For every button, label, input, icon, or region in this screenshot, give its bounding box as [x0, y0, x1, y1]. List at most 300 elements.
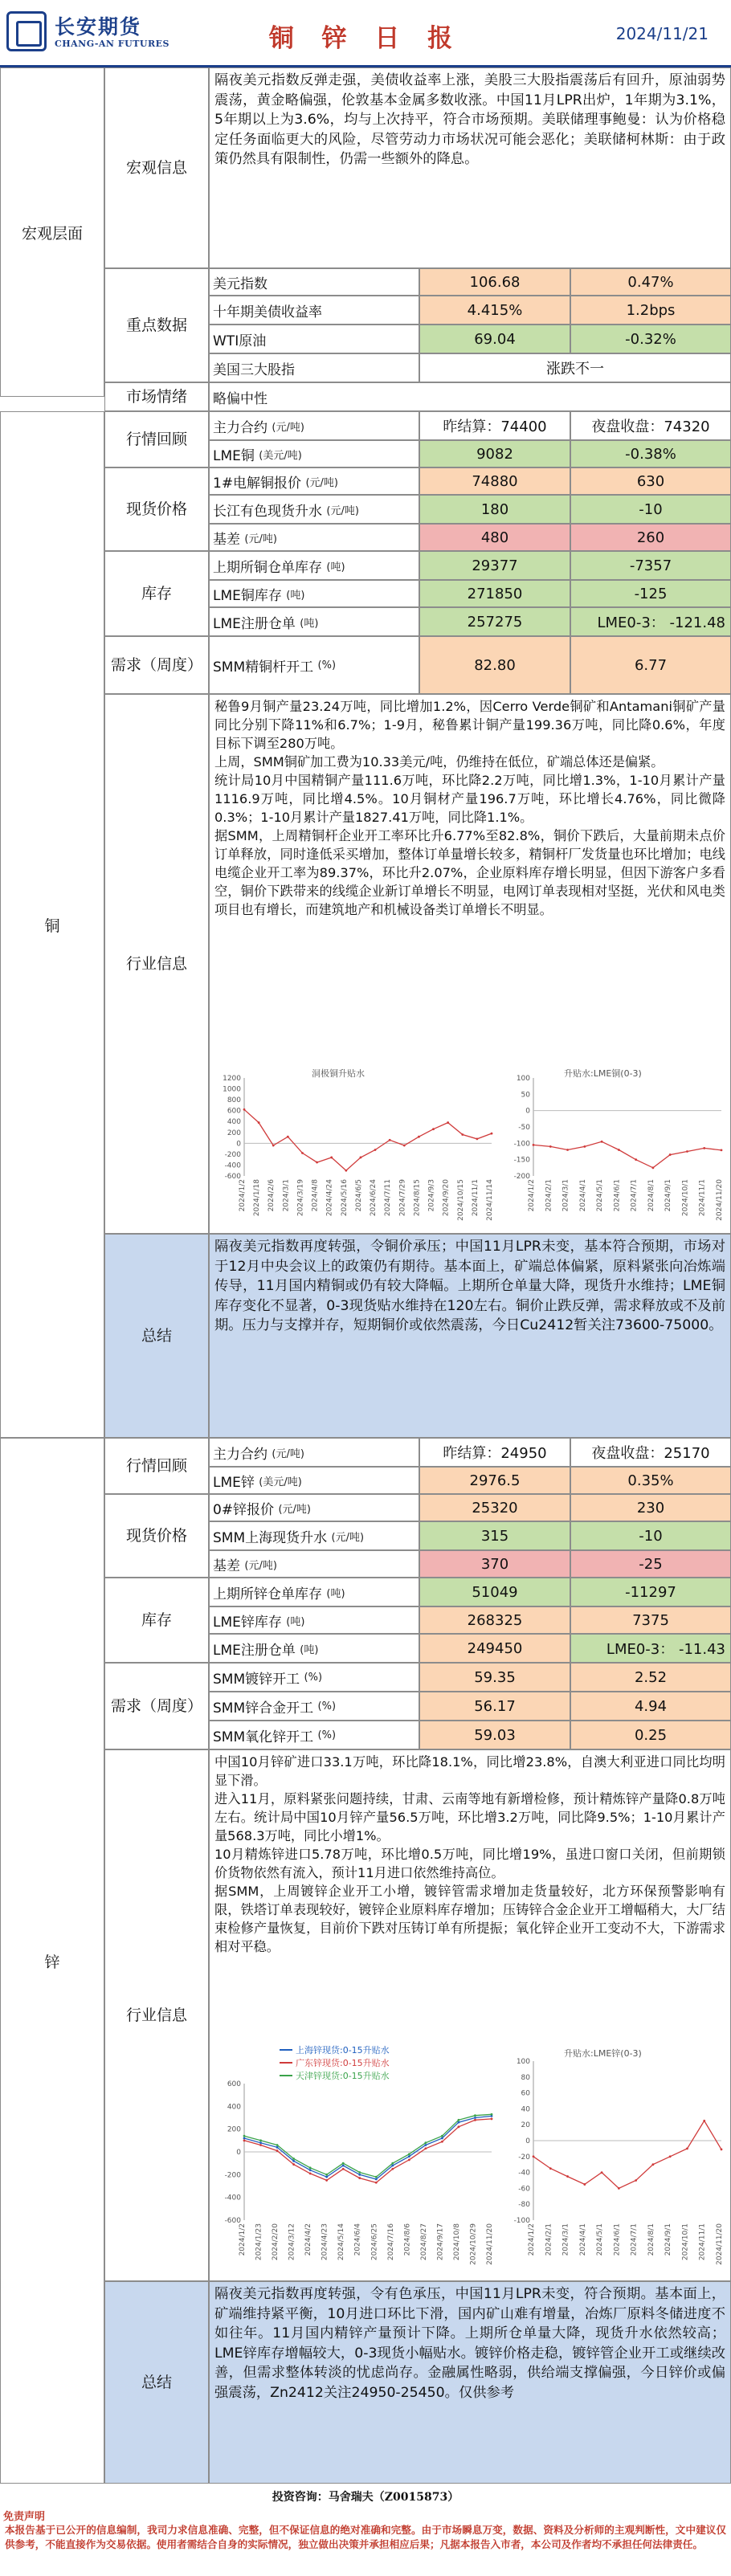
data-point — [301, 1152, 304, 1154]
key-row-name: 美国三大股指 — [209, 353, 419, 382]
x-tick-label: 2024/4/8 — [311, 1179, 320, 1212]
logo-mark-icon — [6, 11, 47, 51]
x-tick-label: 2024/11/20 — [716, 2223, 724, 2265]
key-row-change: -0.32% — [570, 325, 731, 353]
data-point — [635, 2179, 637, 2182]
zinc-stock-change: -11297 — [570, 1578, 731, 1606]
data-point — [458, 2119, 460, 2121]
copper-chart-2-title: 升贴水:LME铜(0-3) — [564, 1068, 642, 1079]
y-tick-label: 1200 — [223, 1075, 241, 1083]
data-point — [652, 2163, 655, 2166]
zinc-stock-name: LME注册仓单 (吨) — [209, 1634, 419, 1663]
x-tick-label: 2024/7/1 — [630, 2223, 639, 2256]
data-point — [703, 1147, 705, 1149]
x-tick-label: 2024/9/3 — [427, 1179, 436, 1212]
data-point — [375, 2182, 378, 2184]
x-tick-label: 2024/6/4 — [353, 2223, 362, 2256]
report-header — [0, 0, 731, 67]
zinc-demand-name: SMM镀锌开工 (%) — [209, 1663, 419, 1692]
zinc-chart-1-legend — [280, 2043, 390, 2082]
zinc-demand-value: 59.03 — [419, 1721, 570, 1749]
y-tick-label: 400 — [227, 2103, 241, 2112]
logo-cn: 长安期货 — [55, 15, 142, 39]
y-tick-label: -60 — [518, 2185, 530, 2194]
copper-stock-name: 上期所铜仓单库存 (吨) — [209, 551, 419, 580]
y-tick-label: -600 — [224, 2217, 241, 2225]
data-point — [309, 2173, 312, 2175]
x-tick-label: 2024/1/18 — [253, 1179, 262, 1217]
x-tick-label: 2024/1/2 — [528, 1179, 536, 1212]
copper-summary-label: 总结 — [104, 1234, 209, 1438]
series-line — [244, 2114, 492, 2177]
data-point — [418, 1136, 420, 1138]
copper-basis-value: 480 — [419, 524, 570, 551]
data-point — [491, 1133, 493, 1135]
data-point — [703, 2120, 705, 2122]
zinc-demand-value: 59.35 — [419, 1663, 570, 1692]
copper-spot-name: 长江有色现货升水 (元/吨) — [209, 495, 419, 524]
x-tick-label: 2024/2/1 — [545, 1179, 553, 1212]
data-point — [391, 2168, 394, 2170]
data-point — [424, 2141, 427, 2144]
x-tick-label: 2024/4/2 — [304, 2223, 313, 2256]
data-point — [618, 2187, 620, 2190]
copper-stock-value: 271850 — [419, 580, 570, 607]
data-point — [549, 1145, 552, 1148]
copper-demand-change: 6.77 — [570, 636, 731, 694]
copper-stock-value: 29377 — [419, 551, 570, 580]
x-tick-label: 2024/4/23 — [321, 2223, 329, 2261]
y-tick-label: 600 — [227, 1107, 241, 1116]
data-point — [325, 2179, 328, 2182]
data-point — [259, 2141, 262, 2144]
data-point — [491, 2118, 493, 2121]
data-point — [375, 2178, 378, 2181]
logo-en: CHANG-AN FUTURES — [55, 39, 169, 49]
data-point — [458, 2125, 460, 2128]
zinc-chart-2 — [508, 2037, 726, 2276]
data-point — [258, 1121, 260, 1124]
x-tick-label: 2024/3/1 — [562, 2223, 570, 2256]
macro-info-label: 宏观信息 — [104, 67, 209, 268]
data-point — [432, 1128, 435, 1130]
x-tick-label: 2024/5/1 — [596, 1179, 605, 1212]
y-tick-label: 400 — [227, 1118, 241, 1127]
x-tick-label: 2024/10/29 — [469, 2223, 478, 2265]
data-point — [375, 2176, 378, 2178]
data-point — [441, 2137, 443, 2140]
data-point — [330, 1157, 333, 1159]
zinc-chart-2-title: 升贴水:LME锌(0-3) — [564, 2048, 642, 2059]
zinc-demand-change: 4.94 — [570, 1692, 731, 1721]
data-point — [618, 1149, 620, 1151]
x-tick-label: 2024/9/20 — [442, 1179, 451, 1217]
key-row-change: 1.2bps — [570, 296, 731, 325]
report-date: 2024/11/21 — [615, 24, 709, 43]
y-tick-label: 50 — [521, 1091, 530, 1100]
zinc-summary-label: 总结 — [104, 2281, 209, 2484]
zinc-lme-price: 2976.5 — [419, 1467, 570, 1494]
data-point — [276, 2149, 279, 2152]
copper-spot-value: 180 — [419, 495, 570, 524]
data-point — [287, 1136, 289, 1138]
zinc-lme-spread: LME0-3： -11.43 — [570, 1634, 731, 1663]
data-point — [358, 2177, 361, 2179]
y-tick-label: -400 — [224, 2194, 241, 2202]
data-point — [389, 1139, 391, 1141]
x-tick-label: 2024/10/8 — [452, 2223, 461, 2261]
zinc-demand-change: 0.25 — [570, 1721, 731, 1749]
data-point — [408, 2155, 410, 2158]
x-tick-label: 2024/9/17 — [436, 2223, 445, 2261]
data-point — [583, 1145, 586, 1148]
x-tick-label: 2024/3/19 — [296, 1179, 305, 1217]
data-point — [309, 2166, 312, 2169]
data-point — [391, 2165, 394, 2167]
copper-stock-name: LME铜库存 (吨) — [209, 580, 419, 607]
key-row-value: 106.68 — [419, 268, 570, 296]
copper-industry-para: 上周，SMM铜矿加工费为10.33美元/吨，仍维持在低位，矿端总体还是偏紧。 — [214, 754, 664, 770]
copper-demand-label: 需求（周度） — [104, 636, 209, 694]
x-tick-label: 2024/7/11 — [384, 1179, 393, 1217]
y-tick-label: -600 — [224, 1173, 241, 1181]
x-tick-label: 2024/2/20 — [272, 2223, 280, 2261]
zinc-spot-change: -10 — [570, 1521, 731, 1550]
data-point — [259, 2139, 262, 2141]
zinc-yesterday-settle: 昨结算：24950 — [419, 1438, 570, 1467]
key-row-name: 美元指数 — [209, 268, 419, 296]
copper-spot-name: 1#电解铜报价 (元/吨) — [209, 467, 419, 495]
data-point — [342, 2168, 345, 2170]
copper-basis-change: 260 — [570, 524, 731, 551]
x-tick-label: 2024/11/20 — [486, 2223, 494, 2265]
key-row-value: 4.415% — [419, 296, 570, 325]
x-tick-label: 2024/3/12 — [288, 2223, 296, 2261]
x-tick-label: 2024/7/1 — [630, 1179, 639, 1212]
x-tick-label: 2024/3/1 — [282, 1179, 291, 1212]
x-tick-label: 2024/8/27 — [419, 2223, 428, 2261]
data-point — [276, 2144, 279, 2146]
data-point — [635, 1158, 637, 1161]
y-tick-label: -400 — [224, 1161, 241, 1170]
y-tick-label: -200 — [224, 2171, 241, 2180]
x-tick-label: 2024/6/24 — [370, 1179, 378, 1217]
data-point — [403, 1145, 406, 1147]
x-tick-label: 2024/10/15 — [456, 1179, 465, 1221]
key-row-name: 十年期美债收益率 — [209, 296, 419, 325]
y-tick-label: 100 — [516, 2058, 530, 2066]
macro-info-text: 隔夜美元指数反弹走强，美债收益率上涨，美股三大股指震荡后有回升，原油弱势震荡，黄金略偏强，伦敦基本金属多数收涨。中国11月LPR出炉，1年期为3.1%，5年期以上为3.6%，均与上次持平，符合市场预期。美联储理事鲍曼：认为价格稳定任务面临更大的风险，尽管劳动力市场状况可能会恶化；美联储柯林斯：由于政策仍然具有限制性，仍需一些额外的降息。 — [209, 67, 731, 268]
x-tick-label: 2024/6/1 — [613, 2223, 622, 2256]
data-point — [325, 2174, 328, 2176]
x-tick-label: 2024/6/5 — [354, 1179, 363, 1212]
data-point — [243, 2137, 246, 2140]
data-point — [491, 2113, 493, 2116]
zinc-demand-change: 2.52 — [570, 1663, 731, 1692]
legend-item: 广东锌现货:0-15升贴水 — [280, 2056, 390, 2069]
data-point — [601, 2171, 603, 2174]
y-tick-label: 100 — [516, 1075, 530, 1083]
y-tick-label: -100 — [513, 1140, 530, 1149]
data-point — [276, 2146, 279, 2149]
series-line — [244, 1109, 492, 1170]
key-row-name: WTI原油 — [209, 325, 419, 353]
copper-yesterday-settle: 昨结算：74400 — [419, 411, 570, 440]
data-point — [549, 2167, 552, 2170]
data-point — [316, 1161, 318, 1164]
zinc-basis-value: 370 — [419, 1550, 570, 1578]
data-point — [583, 2183, 586, 2186]
data-point — [669, 2155, 672, 2158]
data-point — [458, 2121, 460, 2124]
x-tick-label: 2024/5/14 — [337, 2223, 346, 2261]
copper-industry-label: 行业信息 — [104, 694, 209, 1234]
zinc-stock-value: 51049 — [419, 1578, 570, 1606]
report-title: 铜 锌 日 报 — [268, 24, 463, 53]
copper-section-label: 铜 — [0, 411, 104, 1438]
data-point — [669, 1153, 672, 1156]
zinc-spot-change: 230 — [570, 1494, 731, 1521]
zinc-summary-text: 隔夜美元指数再度转强，令有色承压，中国11月LPR未变，符合预期。基本面上，矿端维持紧平衡，10月进口环比下滑，国内矿山难有增量，冶炼厂原料冬储进度不如往年。11月国内精锌产量预计下降。上期所仓单量大降，现货升水依然较高；LME锌库存增幅较大，0-3现货小幅贴水。镀锌价格走稳，镀锌管企业开工或继续改善，但需求整体转淡的忧虑尚存。金融属性略弱，供给端支撑偏强，今日锌价或偏强震荡，Zn2412关注24950-25450。仅供参考 — [209, 2281, 731, 2484]
data-point — [391, 2162, 394, 2165]
copper-stock-change: -7357 — [570, 551, 731, 580]
x-tick-label: 2024/8/15 — [413, 1179, 422, 1217]
x-tick-label: 2024/11/1 — [698, 2223, 707, 2261]
zinc-section-label: 锌 — [0, 1438, 104, 2484]
data-point — [566, 2175, 569, 2178]
macro-section-label: 宏观层面 — [0, 67, 104, 397]
y-tick-label: -150 — [513, 1156, 530, 1165]
zinc-lme-change: 0.35% — [570, 1467, 731, 1494]
data-point — [374, 1149, 377, 1151]
zinc-industry-para: 进入11月，原料紧张问题持续，甘肃、云南等地有新增检修，预计精炼锌产量降0.8万吨左右。统计局中国10月锌产量56.5万吨，环比增3.2万吨，同比降9.5%；1-10月累计产量568.3万吨，同比小增1%。 — [214, 1791, 725, 1843]
copper-industry-para: 秘鲁9月铜产量23.24万吨，同比增加1.2%，因Cerro Verde铜矿和Antamani铜矿产量同比分别下降11%和6.7%；1-9月，秘鲁累计铜产量199.36万吨，同比降0.6%，年度目标下调至280万吨。 — [214, 699, 725, 751]
data-point — [358, 2171, 361, 2174]
zinc-spot-name: 0#锌报价 (元/吨) — [209, 1494, 419, 1521]
copper-spot-label: 现货价格 — [104, 467, 209, 551]
x-tick-label: 2024/9/1 — [664, 1179, 673, 1212]
copper-industry-para: 统计局10月中国精铜产量111.6万吨，环比降2.2万吨，同比增1.3%，1-10月累计产量1116.9万吨，同比增4.5%。10月铜材产量196.7万吨，环比增长4.76%，同比微降0.3%；1-10月累计产量1827.41万吨，同比降1.1%。 — [214, 773, 725, 825]
x-tick-label: 2024/7/16 — [386, 2223, 395, 2261]
x-tick-label: 2024/1/2 — [239, 1179, 247, 1212]
y-tick-label: -40 — [518, 2169, 530, 2178]
copper-summary-text: 隔夜美元指数再度转强，令铜价承压；中国11月LPR未变，基本符合预期，市场对于12月中央会议上的政策仍有期待。基本面上，矿端总体偏紧，原料紧张向冶炼端传导，11月国内精铜或仍有较大降幅。上期所仓单量大降，现货升水维持；LME铜库存变化不显著，0-3现货贴水维持在120左右。铜价止跌反弹，需求释放或不及前期。压力与支撑并存，短期铜价或依然震荡，今日Cu2412暂关注73600-75000。 — [209, 1234, 731, 1438]
series-line — [244, 2116, 492, 2179]
key-row-change: 0.47% — [570, 268, 731, 296]
disclaimer-title: 免责声明 — [3, 2511, 46, 2523]
zinc-demand-value: 56.17 — [419, 1692, 570, 1721]
x-tick-label: 2024/1/2 — [239, 2223, 247, 2256]
data-point — [342, 2162, 345, 2165]
data-point — [325, 2176, 328, 2178]
x-tick-label: 2024/6/1 — [613, 1179, 622, 1212]
y-tick-label: 600 — [227, 2080, 241, 2088]
data-point — [566, 1149, 569, 1151]
copper-spot-change: -10 — [570, 495, 731, 524]
zinc-stock-value: 249450 — [419, 1634, 570, 1663]
copper-stock-label: 库存 — [104, 551, 209, 636]
zinc-night-close: 夜盘收盘：25170 — [570, 1438, 731, 1467]
zinc-chart-2-svg — [508, 2037, 726, 2276]
x-tick-label: 2024/6/25 — [370, 2223, 379, 2261]
zinc-spot-name: SMM上海现货升水 (元/吨) — [209, 1521, 419, 1550]
data-point — [441, 2135, 443, 2137]
copper-chart-2 — [508, 1059, 726, 1229]
data-point — [292, 2160, 295, 2162]
y-tick-label: 0 — [525, 1107, 530, 1116]
y-tick-label: 0 — [525, 2137, 530, 2145]
data-point — [259, 2144, 262, 2146]
x-tick-label: 2024/5/1 — [596, 2223, 605, 2256]
copper-chart-1-svg — [215, 1059, 498, 1229]
x-tick-label: 2024/11/14 — [486, 1179, 494, 1221]
zinc-stock-change: 7375 — [570, 1606, 731, 1634]
sentiment-value: 略偏中性 — [209, 382, 731, 411]
data-point — [408, 2159, 410, 2162]
copper-industry-para: 据SMM，上周精铜杆企业开工率环比升6.77%至82.8%，铜价下跌后，大量前期未点价订单释放，同时逢低采买增加，整体订单量增长较多，精铜杆厂发货量也环比增加；电线电缆企业开工率为89.37%，环比升2.07%，企业原料库存增长明显，但因下游客户多看空，铜价下跌带来的线缆企业新订单增长不明显，电网订单表现相对坚挺，光伏和风电类项目也有增长，而建筑地产和机械设备类订单增长不明显。 — [214, 828, 725, 917]
y-tick-label: -200 — [513, 1173, 530, 1181]
legend-item: 天津锌现货:0-15升贴水 — [280, 2069, 390, 2082]
data-point — [474, 2117, 476, 2119]
x-tick-label: 2024/11/1 — [698, 1179, 707, 1217]
x-tick-label: 2024/8/6 — [403, 2223, 412, 2256]
zinc-spot-label: 现货价格 — [104, 1494, 209, 1578]
copper-lme-name: LME铜 (美元/吨) — [209, 440, 419, 467]
x-tick-label: 2024/11/20 — [716, 1179, 724, 1221]
data-point — [243, 2139, 246, 2141]
data-point — [309, 2169, 312, 2171]
y-tick-label: 20 — [521, 2121, 530, 2130]
zinc-stock-name: 上期所锌仓单库存 (吨) — [209, 1578, 419, 1606]
zinc-market-label: 行情回顾 — [104, 1438, 209, 1494]
zinc-basis-change: -25 — [570, 1550, 731, 1578]
x-tick-label: 2024/7/29 — [398, 1179, 407, 1217]
copper-chart-1-title: 洞极铜升贴水 — [312, 1068, 365, 1079]
x-tick-label: 2024/8/1 — [647, 1179, 655, 1212]
zinc-stock-value: 268325 — [419, 1606, 570, 1634]
zinc-spot-value: 315 — [419, 1521, 570, 1550]
data-point — [652, 1166, 655, 1169]
data-point — [342, 2165, 345, 2167]
copper-chart-1 — [215, 1059, 498, 1229]
data-point — [461, 1133, 464, 1136]
zinc-demand-label: 需求（周度） — [104, 1663, 209, 1749]
data-point — [243, 2135, 246, 2137]
data-point — [292, 2158, 295, 2160]
copper-demand-value: 82.80 — [419, 636, 570, 694]
x-tick-label: 2024/4/1 — [578, 1179, 587, 1212]
y-tick-label: 80 — [521, 2073, 530, 2082]
legend-item: 上海锌现货:0-15升贴水 — [280, 2043, 390, 2056]
data-point — [721, 1149, 723, 1151]
copper-spot-value: 74880 — [419, 467, 570, 495]
zinc-main-contract: 主力合约 (元/吨) — [209, 1438, 419, 1467]
y-tick-label: 60 — [521, 2089, 530, 2098]
data-point — [408, 2153, 410, 2155]
zinc-industry-para: 中国10月锌矿进口33.1万吨，环比降18.1%，同比增23.8%，自澳大利亚进口同比均明显下滑。 — [214, 1754, 725, 1788]
y-tick-label: -50 — [518, 1124, 530, 1132]
x-tick-label: 2024/11/1 — [471, 1179, 480, 1217]
data-point — [686, 1150, 688, 1153]
data-point — [533, 1144, 535, 1146]
y-tick-label: 0 — [236, 1140, 241, 1149]
x-tick-label: 2024/4/24 — [325, 1179, 334, 1217]
data-point — [243, 1108, 246, 1111]
y-tick-label: 200 — [227, 2125, 241, 2134]
y-tick-label: -80 — [518, 2201, 530, 2210]
copper-lme-spread: LME0-3： -121.48 — [570, 607, 731, 636]
y-tick-label: 800 — [227, 1096, 241, 1105]
y-tick-label: 1000 — [223, 1085, 241, 1094]
x-tick-label: 2024/10/1 — [681, 1179, 690, 1217]
data-point — [721, 2148, 723, 2150]
data-point — [474, 2114, 476, 2117]
x-tick-label: 2024/2/1 — [545, 2223, 553, 2256]
zinc-basis-name: 基差 (元/吨) — [209, 1550, 419, 1578]
y-tick-label: -100 — [513, 2217, 530, 2225]
zinc-industry-label: 行业信息 — [104, 1749, 209, 2281]
zinc-demand-name: SMM锌合金开工 (%) — [209, 1692, 419, 1721]
zinc-chart-1 — [215, 2037, 498, 2276]
zinc-lme-name: LME锌 (美元/吨) — [209, 1467, 419, 1494]
copper-stock-name: LME注册仓单 (吨) — [209, 607, 419, 636]
data-point — [601, 1141, 603, 1143]
copper-chart-2-svg — [508, 1059, 726, 1229]
disclaimer-text: 本报告基于已公开的信息编制，我司力求信息准确、完整，但不保证信息的绝对准确和完整。由于市场瞬息万变，数据、资料及分析师的主观判断性，文中建议仅供参考，不能直接作为交易依据。使用者需结合自身的实际情况，独立做出决策并承担相应后果；凡据本报告入市者，本公司及作者均不承担任何法律责任。 — [5, 2524, 726, 2551]
copper-spot-change: 630 — [570, 467, 731, 495]
key-row-change: 涨跌不一 — [419, 353, 731, 382]
data-point — [360, 1157, 362, 1159]
copper-main-contract: 主力合约 (元/吨) — [209, 411, 419, 440]
zinc-stock-name: LME锌库存 (吨) — [209, 1606, 419, 1634]
y-tick-label: 0 — [236, 2149, 241, 2157]
y-tick-label: -200 — [224, 1150, 241, 1159]
x-tick-label: 2024/10/1 — [681, 2223, 690, 2261]
data-point — [292, 2163, 295, 2166]
data-point — [272, 1145, 275, 1147]
zinc-industry-para: 据SMM，上周镀锌企业开工小增，镀锌管需求增加走货量较好，北方环保预警影响有限，铁塔订单表现较好，镀锌企业原料库存增加；压铸锌合金企业开工增幅稍大，大厂结束检修产量恢复，目前价下跌对压铸订单有所提振；氧化锌企业开工变动不大，下游需求相对平稳。 — [214, 1884, 725, 1954]
copper-basis-name: 基差 (元/吨) — [209, 524, 419, 551]
series-line — [533, 2121, 721, 2188]
data-point — [474, 2119, 476, 2121]
data-point — [476, 1138, 478, 1141]
data-point — [424, 2144, 427, 2146]
data-point — [686, 2148, 688, 2150]
company-logo — [6, 8, 169, 59]
advisor-line: 投资咨询：马舍瑞夫（Z0015873） — [272, 2491, 459, 2504]
zinc-demand-name: SMM氧化锌开工 (%) — [209, 1721, 419, 1749]
key-row-value: 69.04 — [419, 325, 570, 353]
data-point — [345, 1170, 347, 1172]
copper-stock-change: -125 — [570, 580, 731, 607]
key-data-label: 重点数据 — [104, 268, 209, 382]
x-tick-label: 2024/5/16 — [340, 1179, 349, 1217]
x-tick-label: 2024/1/23 — [255, 2223, 263, 2261]
x-tick-label: 2024/4/1 — [578, 2223, 587, 2256]
zinc-spot-value: 25320 — [419, 1494, 570, 1521]
sentiment-label: 市场情绪 — [104, 382, 209, 411]
y-tick-label: 40 — [521, 2105, 530, 2114]
copper-market-label: 行情回顾 — [104, 411, 209, 467]
data-point — [447, 1121, 449, 1124]
x-tick-label: 2024/9/1 — [664, 2223, 673, 2256]
x-tick-label: 2024/1/2 — [528, 2223, 536, 2256]
x-tick-label: 2024/3/1 — [562, 1179, 570, 1212]
y-tick-label: 200 — [227, 1129, 241, 1137]
x-tick-label: 2024/2/6 — [267, 1179, 276, 1212]
copper-lme-change: -0.38% — [570, 440, 731, 467]
series-line — [533, 1141, 721, 1168]
